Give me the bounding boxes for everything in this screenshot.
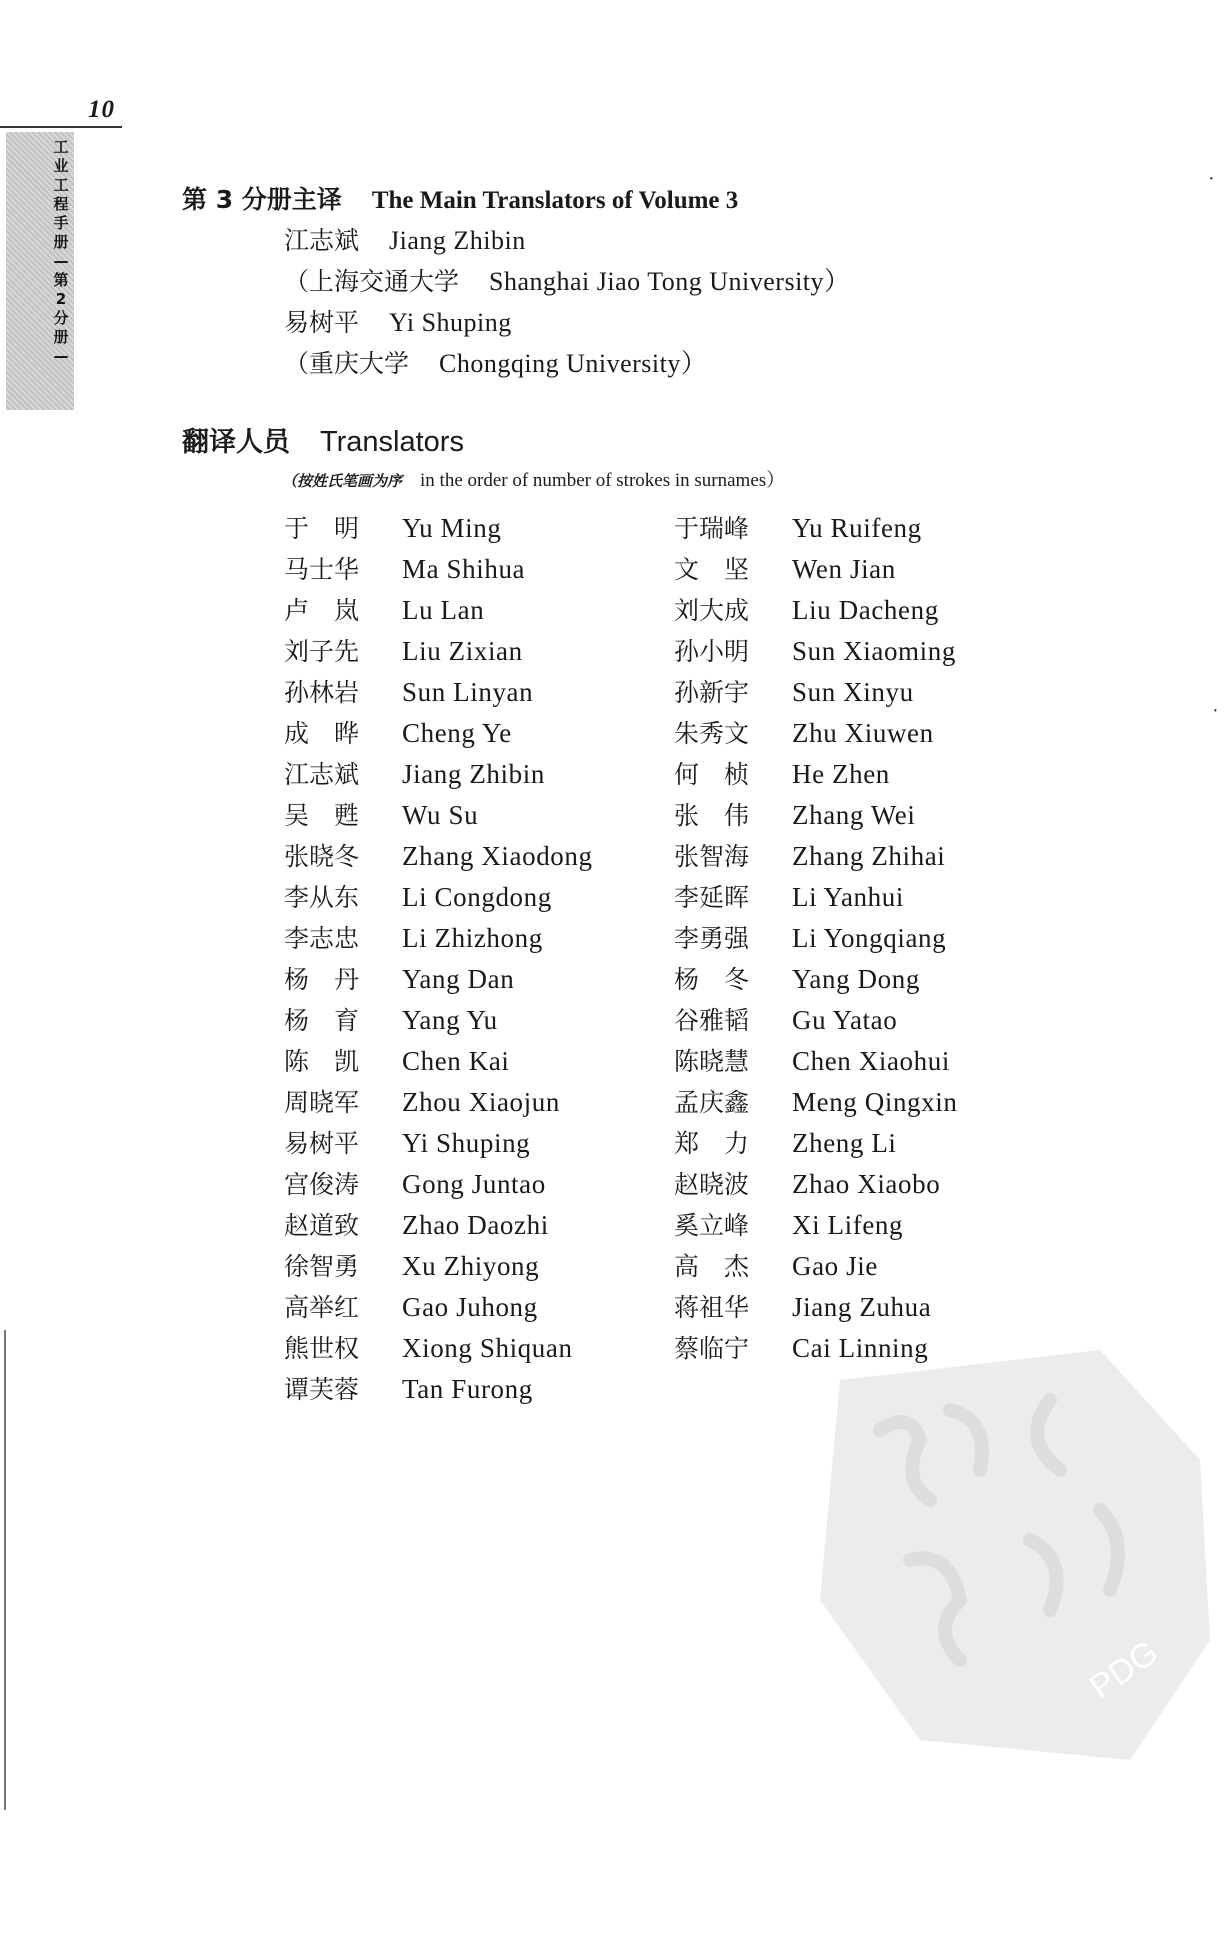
translator-name-en: Gao Jie bbox=[792, 1251, 878, 1281]
translator-row bbox=[284, 836, 593, 877]
order-note-cn: （按姓氏笔画为序 bbox=[282, 472, 403, 490]
translator-row bbox=[674, 631, 957, 672]
translator-name-cn: 张智海 bbox=[674, 842, 750, 871]
translator-row bbox=[284, 1205, 593, 1246]
translator-row bbox=[284, 1369, 593, 1410]
translator-name-en: Chen Xiaohui bbox=[792, 1046, 950, 1076]
translator-row bbox=[284, 877, 593, 918]
translator-name-cn: 杨 冬 bbox=[674, 965, 750, 994]
translator-name-cn: 赵晓波 bbox=[674, 1170, 750, 1199]
translator-name-cn: 李延晖 bbox=[674, 883, 750, 912]
order-note-en: in the order of number of strokes in surnames） bbox=[420, 470, 786, 491]
translator-name-en: Gong Juntao bbox=[402, 1169, 546, 1199]
translator-name-cn: 孙林岩 bbox=[284, 678, 360, 707]
translator-name-en: Liu Dacheng bbox=[792, 595, 939, 625]
translator-row bbox=[284, 795, 593, 836]
translator-row bbox=[284, 1000, 593, 1041]
translator-name-cn: 张 伟 bbox=[674, 801, 750, 830]
translator-name-cn: 谷雅韬 bbox=[674, 1006, 750, 1035]
translator-name-en: Zhu Xiuwen bbox=[792, 718, 934, 748]
translator-name-cn: 奚立峰 bbox=[674, 1211, 750, 1240]
translator-name-cn: 高举红 bbox=[284, 1293, 360, 1322]
volume3-entry bbox=[284, 220, 851, 261]
volume3-heading-en: The Main Translators of Volume 3 bbox=[371, 187, 739, 214]
translator-name-en: Jiang Zuhua bbox=[792, 1292, 932, 1322]
translator-row bbox=[674, 836, 957, 877]
translator-row bbox=[674, 508, 957, 549]
translator-name-en: Ma Shihua bbox=[402, 554, 526, 584]
translator-name-cn: 卢 岚 bbox=[284, 596, 360, 625]
translator-name-cn: 高 杰 bbox=[674, 1252, 750, 1281]
translator-name-en: Chen Kai bbox=[402, 1046, 510, 1076]
translator-row bbox=[284, 754, 593, 795]
volume3-entry bbox=[284, 343, 851, 384]
side-tab-label: 工业工程手册—第2分册— bbox=[53, 138, 69, 365]
translator-name-en: Zhao Xiaobo bbox=[792, 1169, 941, 1199]
translator-name-cn: 于 明 bbox=[284, 514, 360, 543]
translator-name-cn: 陈晓慧 bbox=[674, 1047, 750, 1076]
margin-line bbox=[4, 1330, 6, 1810]
translator-row bbox=[284, 549, 593, 590]
scan-speck: · bbox=[1212, 700, 1219, 722]
translator-name-en: Zhang Zhihai bbox=[792, 841, 946, 871]
translator-row bbox=[674, 1205, 957, 1246]
volume3-list bbox=[284, 220, 851, 384]
translator-name-cn: 刘子先 bbox=[284, 637, 360, 666]
translators-heading-cn: 翻译人员 bbox=[182, 427, 290, 458]
translator-name-en: Wen Jian bbox=[792, 554, 896, 584]
translator-name-en: Sun Xinyu bbox=[792, 677, 914, 707]
translator-name-en: Zheng Li bbox=[792, 1128, 897, 1158]
translator-row bbox=[674, 713, 957, 754]
translator-row bbox=[674, 1000, 957, 1041]
translator-row bbox=[284, 590, 593, 631]
translator-name-en: Gu Yatao bbox=[792, 1005, 898, 1035]
translator-name-cn: 何 桢 bbox=[674, 760, 750, 789]
translator-name-en: Zhang Xiaodong bbox=[402, 841, 593, 871]
scan-speck: · bbox=[1208, 168, 1215, 190]
translator-name-cn: 熊世权 bbox=[284, 1334, 360, 1363]
translator-name-cn: 蒋祖华 bbox=[674, 1293, 750, 1322]
volume3-entry-cn: （上海交通大学 bbox=[284, 267, 460, 296]
translator-row bbox=[284, 1082, 593, 1123]
translator-name-en: Sun Xiaoming bbox=[792, 636, 956, 666]
translator-name-cn: 谭芙蓉 bbox=[284, 1375, 360, 1404]
translator-name-cn: 于瑞峰 bbox=[674, 514, 750, 543]
translator-name-en: Gao Juhong bbox=[402, 1292, 538, 1322]
translator-name-cn: 蔡临宁 bbox=[674, 1334, 750, 1363]
translator-name-en: Yi Shuping bbox=[402, 1128, 531, 1158]
translator-name-cn: 陈 凯 bbox=[284, 1047, 360, 1076]
translator-name-en: Wu Su bbox=[402, 800, 479, 830]
translator-row bbox=[284, 959, 593, 1000]
translator-name-en: Li Yongqiang bbox=[792, 923, 947, 953]
order-note bbox=[282, 465, 785, 492]
translator-name-en: Cai Linning bbox=[792, 1333, 929, 1363]
translator-row bbox=[284, 1164, 593, 1205]
volume3-entry-en: Yi Shuping bbox=[389, 308, 512, 337]
translator-name-en: Lu Lan bbox=[402, 595, 485, 625]
translator-row bbox=[674, 590, 957, 631]
translator-name-en: Yang Dan bbox=[402, 964, 515, 994]
translator-name-en: Zhang Wei bbox=[792, 800, 916, 830]
translator-name-cn: 李从东 bbox=[284, 883, 360, 912]
seal-shape bbox=[820, 1350, 1210, 1760]
volume3-entry bbox=[284, 302, 851, 343]
translator-name-cn: 李勇强 bbox=[674, 924, 750, 953]
translator-row bbox=[674, 754, 957, 795]
translator-name-cn: 孟庆鑫 bbox=[674, 1088, 750, 1117]
translator-name-cn: 徐智勇 bbox=[284, 1252, 360, 1281]
translator-row bbox=[674, 877, 957, 918]
translator-name-cn: 杨 丹 bbox=[284, 965, 360, 994]
translator-name-cn: 赵道致 bbox=[284, 1211, 360, 1240]
volume3-entry-cn: （重庆大学 bbox=[284, 349, 410, 378]
translator-name-cn: 文 坚 bbox=[674, 555, 750, 584]
translator-name-cn: 成 晔 bbox=[284, 719, 360, 748]
translator-name-en: Liu Zixian bbox=[402, 636, 523, 666]
translator-name-en: Zhao Daozhi bbox=[402, 1210, 549, 1240]
translator-name-en: Li Yanhui bbox=[792, 882, 904, 912]
library-seal-watermark bbox=[800, 1340, 1220, 1770]
translator-name-en: Meng Qingxin bbox=[792, 1087, 958, 1117]
translator-name-cn: 杨 育 bbox=[284, 1006, 360, 1035]
translator-row bbox=[284, 918, 593, 959]
translator-name-en: Yu Ruifeng bbox=[792, 513, 922, 543]
volume3-entry-en: Shanghai Jiao Tong University） bbox=[489, 267, 851, 296]
translator-name-en: Li Congdong bbox=[402, 882, 552, 912]
watermark-text: PDG bbox=[1082, 1633, 1165, 1707]
volume3-heading bbox=[182, 180, 738, 216]
translators-left-column bbox=[284, 508, 593, 1410]
translator-row bbox=[284, 1246, 593, 1287]
translator-name-en: Jiang Zhibin bbox=[402, 759, 545, 789]
translator-row bbox=[284, 1287, 593, 1328]
translator-name-cn: 刘大成 bbox=[674, 596, 750, 625]
translators-right-column bbox=[674, 508, 957, 1369]
translator-name-en: Sun Linyan bbox=[402, 677, 534, 707]
translator-name-cn: 朱秀文 bbox=[674, 719, 750, 748]
volume3-entry-en: Chongqing University） bbox=[439, 349, 708, 378]
translator-name-cn: 马士华 bbox=[284, 555, 360, 584]
translator-row bbox=[284, 713, 593, 754]
translator-row bbox=[284, 672, 593, 713]
translators-heading-en: Translators bbox=[320, 426, 464, 458]
translator-row bbox=[674, 1123, 957, 1164]
volume3-entry-en: Jiang Zhibin bbox=[389, 226, 526, 255]
translator-name-en: Cheng Ye bbox=[402, 718, 512, 748]
translator-row bbox=[674, 672, 957, 713]
translator-name-cn: 郑 力 bbox=[674, 1129, 750, 1158]
translator-row bbox=[674, 1082, 957, 1123]
translator-row bbox=[674, 918, 957, 959]
translator-name-cn: 张晓冬 bbox=[284, 842, 360, 871]
translator-name-en: Yang Yu bbox=[402, 1005, 498, 1035]
translator-name-en: Yu Ming bbox=[402, 513, 502, 543]
translator-name-cn: 孙新宇 bbox=[674, 678, 750, 707]
translator-row bbox=[284, 1328, 593, 1369]
translator-row bbox=[284, 1041, 593, 1082]
volume3-entry-cn: 易树平 bbox=[284, 308, 360, 337]
translator-row bbox=[674, 1246, 957, 1287]
translator-row bbox=[674, 1041, 957, 1082]
translator-name-cn: 周晓军 bbox=[284, 1088, 360, 1117]
translator-name-en: Xiong Shiquan bbox=[402, 1333, 573, 1363]
volume3-entry bbox=[284, 261, 851, 302]
translator-name-en: Tan Furong bbox=[402, 1374, 533, 1404]
translator-row bbox=[284, 508, 593, 549]
translator-name-cn: 孙小明 bbox=[674, 637, 750, 666]
translator-name-en: He Zhen bbox=[792, 759, 890, 789]
translator-name-en: Zhou Xiaojun bbox=[402, 1087, 560, 1117]
translator-row bbox=[674, 795, 957, 836]
translator-row bbox=[284, 631, 593, 672]
translator-row bbox=[284, 1123, 593, 1164]
translator-name-en: Li Zhizhong bbox=[402, 923, 543, 953]
volume3-entry-cn: 江志斌 bbox=[284, 226, 360, 255]
translator-row bbox=[674, 959, 957, 1000]
translator-name-cn: 李志忠 bbox=[284, 924, 360, 953]
page-number: 10 bbox=[88, 96, 115, 123]
volume3-heading-cn: 第 3 分册主译 bbox=[182, 185, 342, 214]
translator-name-en: Xi Lifeng bbox=[792, 1210, 904, 1240]
translator-name-cn: 宫俊涛 bbox=[284, 1170, 360, 1199]
translator-name-en: Xu Zhiyong bbox=[402, 1251, 540, 1281]
translator-name-en: Yang Dong bbox=[792, 964, 920, 994]
translator-name-cn: 易树平 bbox=[284, 1129, 360, 1158]
translator-row bbox=[674, 1287, 957, 1328]
translator-name-cn: 吴 甦 bbox=[284, 801, 360, 830]
translators-heading bbox=[182, 420, 464, 459]
translator-name-cn: 江志斌 bbox=[284, 760, 360, 789]
translator-row bbox=[674, 549, 957, 590]
header-rule bbox=[0, 126, 122, 128]
translator-row bbox=[674, 1164, 957, 1205]
